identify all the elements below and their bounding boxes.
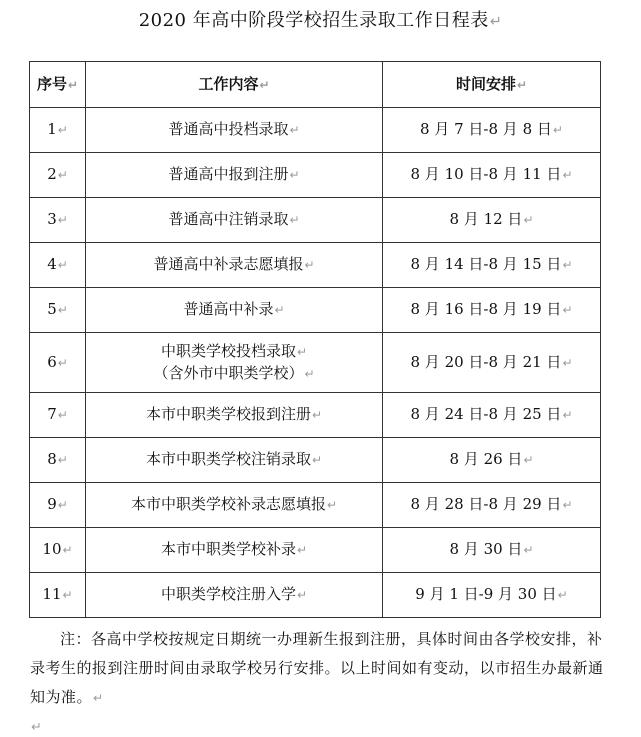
- document-title-text: 2020 年高中阶段学校招生录取工作日程表: [138, 10, 489, 31]
- header-task: 工作内容↵: [86, 62, 383, 108]
- table-row: [30, 153, 601, 198]
- table-header-row: [30, 62, 601, 108]
- paragraph-mark-icon: ↵: [57, 453, 68, 467]
- paragraph-mark-icon: ↵: [57, 498, 68, 512]
- table-row: [30, 483, 601, 528]
- row-time: 8 月 30 日↵: [383, 528, 601, 573]
- paragraph-mark-icon: ↵: [304, 258, 315, 272]
- row-time: 8 月 28 日-8 月 29 日↵: [383, 483, 601, 528]
- paragraph-mark-icon: ↵: [552, 123, 563, 137]
- paragraph-mark-icon: ↵: [562, 303, 573, 317]
- header-number: 序号↵: [30, 62, 86, 108]
- paragraph-mark-icon: ↵: [516, 77, 528, 92]
- row-time: 8 月 16 日-8 月 19 日↵: [383, 288, 601, 333]
- row-number: 9↵: [30, 483, 86, 528]
- document-title: [0, 8, 641, 35]
- paragraph-mark-icon: ↵: [259, 77, 270, 92]
- paragraph-mark-icon: ↵: [57, 213, 68, 227]
- paragraph-mark-icon: ↵: [289, 213, 300, 227]
- row-task: 普通高中补录志愿填报↵: [86, 243, 383, 288]
- paragraph-mark-icon: ↵: [57, 303, 68, 317]
- paragraph-mark-icon: ↵: [311, 453, 323, 467]
- row-time: 8 月 20 日-8 月 21 日↵: [383, 333, 601, 393]
- row-number: 6↵: [30, 333, 86, 393]
- paragraph-mark-icon: ↵: [57, 355, 68, 370]
- row-task: 中职类学校注册入学↵: [86, 573, 383, 618]
- row-number: 5↵: [30, 288, 86, 333]
- row-time: 8 月 12 日↵: [383, 198, 601, 243]
- row-number: 11↵: [30, 573, 86, 618]
- table-row: [30, 528, 601, 573]
- row-number: 7↵: [30, 393, 86, 438]
- row-time: 8 月 24 日-8 月 25 日↵: [383, 393, 601, 438]
- row-time: 9 月 1 日-9 月 30 日↵: [383, 573, 601, 618]
- table-row: [30, 108, 601, 153]
- paragraph-mark-icon: ↵: [31, 720, 42, 735]
- empty-paragraph: [30, 716, 42, 735]
- table-row: [30, 573, 601, 618]
- note-paragraph: [30, 625, 610, 713]
- note-text: 注：各高中学校按规定日期统一办理新生报到注册，具体时间由各学校安排，补录考生的报到注册时间由录取学校另行安排。以上时间如有变动，以市招生办最新通知为准。: [30, 630, 604, 706]
- table-row: [30, 243, 601, 288]
- row-number: 10↵: [30, 528, 86, 573]
- paragraph-mark-icon: ↵: [562, 498, 573, 512]
- paragraph-mark-icon: ↵: [562, 168, 573, 182]
- paragraph-mark-icon: ↵: [67, 77, 79, 92]
- header-time: 时间安排↵: [383, 62, 601, 108]
- paragraph-mark-icon: ↵: [557, 588, 568, 602]
- paragraph-mark-icon: ↵: [562, 408, 573, 422]
- row-task: 本市中职类学校报到注册↵: [86, 393, 383, 438]
- row-time: 8 月 7 日-8 月 8 日↵: [383, 108, 601, 153]
- row-number: 1↵: [30, 108, 86, 153]
- table-row: [30, 393, 601, 438]
- row-task: 中职类学校投档录取↵ （含外市中职类学校）↵: [86, 333, 383, 393]
- row-time: 8 月 10 日-8 月 11 日↵: [383, 153, 601, 198]
- row-number: 4↵: [30, 243, 86, 288]
- table-row: [30, 438, 601, 483]
- row-number: 2↵: [30, 153, 86, 198]
- paragraph-mark-icon: ↵: [57, 408, 68, 422]
- paragraph-mark-icon: ↵: [562, 258, 573, 272]
- row-task: 本市中职类学校补录志愿填报↵: [86, 483, 383, 528]
- row-time: 8 月 14 日-8 月 15 日↵: [383, 243, 601, 288]
- row-number: 3↵: [30, 198, 86, 243]
- table-row: [30, 198, 601, 243]
- row-task: 普通高中补录↵: [86, 288, 383, 333]
- paragraph-mark-icon: ↵: [523, 453, 534, 467]
- paragraph-mark-icon: ↵: [289, 168, 300, 182]
- table-row: [30, 333, 601, 393]
- row-task: 普通高中注销录取↵: [86, 198, 383, 243]
- paragraph-mark-icon: ↵: [289, 123, 300, 137]
- paragraph-mark-icon: ↵: [523, 213, 534, 227]
- paragraph-mark-icon: ↵: [296, 588, 308, 602]
- paragraph-mark-icon: ↵: [489, 14, 503, 30]
- paragraph-mark-icon: ↵: [304, 366, 315, 381]
- paragraph-mark-icon: ↵: [57, 168, 68, 182]
- paragraph-mark-icon: ↵: [523, 543, 534, 557]
- row-number: 8↵: [30, 438, 86, 483]
- table-row: [30, 288, 601, 333]
- paragraph-mark-icon: ↵: [296, 543, 308, 557]
- paragraph-mark-icon: ↵: [296, 344, 308, 359]
- row-task: 本市中职类学校注销录取↵: [86, 438, 383, 483]
- row-task: 本市中职类学校补录↵: [86, 528, 383, 573]
- row-task: 普通高中报到注册↵: [86, 153, 383, 198]
- paragraph-mark-icon: ↵: [562, 355, 573, 370]
- paragraph-mark-icon: ↵: [274, 303, 285, 317]
- paragraph-mark-icon: ↵: [57, 258, 68, 272]
- paragraph-mark-icon: ↵: [62, 588, 73, 602]
- row-task: 普通高中投档录取↵: [86, 108, 383, 153]
- paragraph-mark-icon: ↵: [93, 691, 104, 705]
- paragraph-mark-icon: ↵: [57, 123, 68, 137]
- paragraph-mark-icon: ↵: [62, 543, 73, 557]
- paragraph-mark-icon: ↵: [326, 498, 338, 512]
- row-time: 8 月 26 日↵: [383, 438, 601, 483]
- schedule-table: [29, 61, 601, 618]
- paragraph-mark-icon: ↵: [311, 408, 323, 422]
